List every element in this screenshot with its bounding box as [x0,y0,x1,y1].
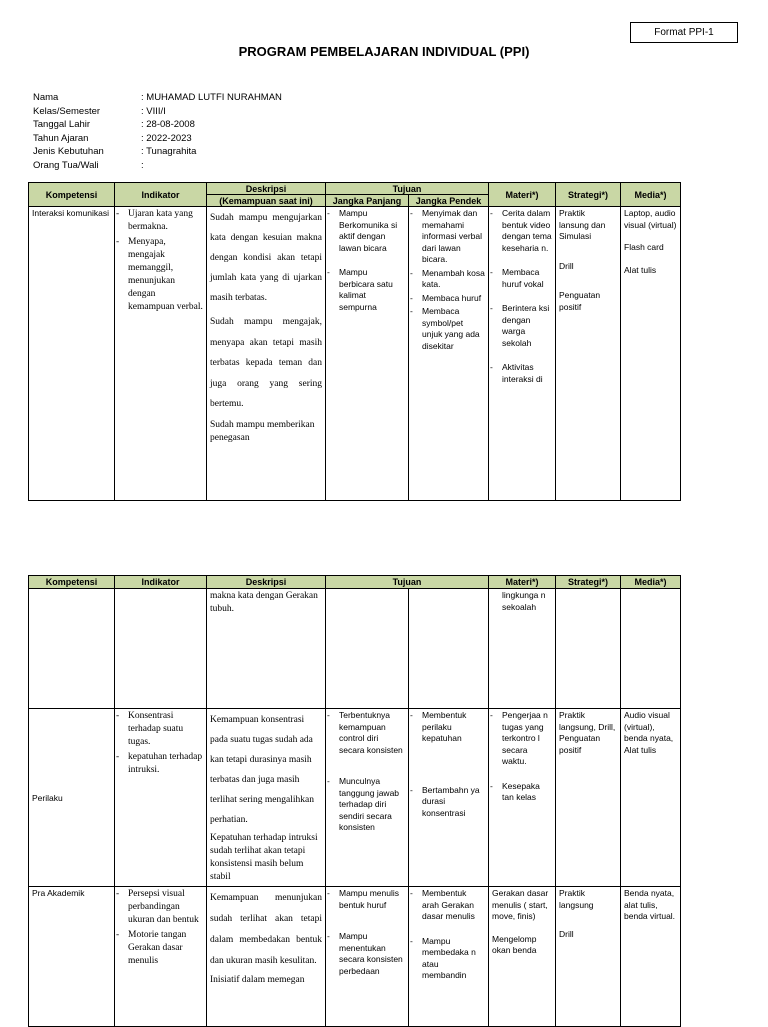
header-media: Media*) [621,576,681,589]
list-item: - Berintera ksi dengan warga sekolah [492,303,552,349]
table-row [29,207,681,501]
header-indikator: Indikator [115,183,207,207]
cell-indikator [115,709,207,887]
cell-jangka-pendek [409,709,489,887]
cell-deskripsi [207,887,326,1027]
list-item: - Ujaran kata yang bermakna. [118,208,203,234]
info-label: Jenis Kebutuhan [33,146,104,157]
cell-kompetensi [29,207,115,501]
list-item: - Konsentrasi terhadap suatu tugas. [118,710,203,749]
info-value: : Tunagrahita [141,146,197,157]
list-item: - Mampu menentukan secara konsisten perbedaan [329,931,405,977]
document-title: PROGRAM PEMBELAJARAN INDIVIDUAL (PPI) [238,44,530,59]
header-materi: Materi*) [489,576,556,589]
cell-media [621,207,681,501]
cell-kompetensi [29,709,115,887]
cell-deskripsi [207,589,326,709]
ppi-table-2 [28,575,681,1027]
list-item: - Aktivitas interaksi di [492,362,552,385]
strategi-item: Praktik lansung dan Simulasi [559,208,606,241]
cell-materi [489,589,556,709]
info-row-tahun-ajaran [33,132,282,146]
cell-strategi [556,589,621,709]
list-item: - Terbentuknya kemampuan control diri secara konsisten [329,710,405,756]
cell-materi [489,207,556,501]
strategi-item: Penguatan positif [559,290,601,312]
info-row-tanggal-lahir [33,118,282,132]
cell-strategi [556,207,621,501]
list-item: - Pengerjaa n tugas yang terkontro l secara waktu. [492,710,552,768]
media-item: Laptop, audio visual (virtual) [624,208,677,230]
header-strategi: Strategi*) [556,576,621,589]
list-item: - Motorie tangan Gerakan dasar menulis [118,929,203,968]
cell-jangka-pendek [409,887,489,1027]
cell-indikator [115,589,207,709]
list-item: - Membaca huruf [412,293,485,305]
kompetensi-text: Perilaku [32,792,63,803]
cell-kompetensi [29,887,115,1027]
list-item: - Membentuk arah Gerakan dasar menulis [412,888,485,923]
info-value: : VIII/I [141,105,166,117]
cell-jangka-pendek [409,589,489,709]
header-kompetensi: Kompetensi [29,576,115,589]
list-item: - Cerita dalam bentuk video dengan tema keseharia n. [492,208,552,254]
cell-jangka-panjang [326,709,409,887]
deskripsi-paragraph: Kemampuan konsentrasi pada suatu tugas sudah ada kan tetapi durasinya masih terbatas dan juga masih terlihat sering mengalihkan perhatian. [210,715,314,825]
list-item: - Menyapa, mengajak memanggil, menunjukan dengan kemampuan verbal. [118,236,203,314]
media-item: Flash card [624,242,664,252]
list-item: - Bertambahn ya durasi konsentrasi [412,785,485,820]
info-value: : 2022-2023 [141,132,192,144]
media-item: Audio visual (virtual), benda nyata, Alat tulis [624,710,674,755]
deskripsi-paragraph: Kepatuhan terhadap intruksi sudah terlihat akan tetapi konsistensi masih belum stabil [210,833,318,882]
info-row-nama [33,91,282,105]
header-deskripsi: Deskripsi [207,576,326,589]
table-row [29,887,681,1027]
kompetensi-text: Pra Akademik [32,888,85,898]
header-tujuan: Tujuan [326,576,489,589]
list-item: - Munculnya tanggung jawab terhadap diri sendiri secara konsisten [329,776,405,834]
kompetensi-text: Interaksi komunikasi [32,208,110,218]
header-jangka-pendek: Jangka Pendek [409,195,489,207]
info-row-jenis-kebutuhan [33,145,282,159]
info-label: Tahun Ajaran [33,132,89,144]
list-item: - Kesepaka tan kelas [492,781,552,804]
deskripsi-paragraph: Kemampuan menunjukan sudah terlihat akan tetapi dalam membedakan bentuk dan ukuran masih kesulitan. [210,893,322,966]
info-row-kelas [33,105,282,119]
strategi-item: Praktik langsung [559,888,594,910]
cell-materi [489,709,556,887]
header-deskripsi: Deskripsi [207,183,326,195]
info-value: : 28-08-2008 [141,119,195,130]
cell-media [621,709,681,887]
header-tujuan: Tujuan [326,183,489,195]
info-label: Orang Tua/Wali [33,159,99,171]
header-strategi: Strategi*) [556,183,621,207]
materi-item: Mengelomp okan benda [492,933,537,955]
header-kompetensi: Kompetensi [29,183,115,207]
header-indikator: Indikator [115,576,207,589]
table-row [29,709,681,887]
materi-item: lingkunga n sekoalah [502,590,546,612]
cell-media [621,887,681,1027]
list-item: - Menyimak dan memahami informasi verbal dari lawan bicara. [412,208,485,266]
cell-jangka-panjang [326,887,409,1027]
cell-indikator [115,887,207,1027]
info-label: Nama [33,92,59,103]
media-item: Alat tulis [624,264,657,275]
header-jangka-panjang: Jangka Panjang [326,195,409,207]
cell-indikator [115,207,207,501]
cell-kompetensi [29,589,115,709]
list-item: - Membaca huruf vokal [492,267,552,290]
info-value: : MUHAMAD LUTFI NURAHMAN [141,92,282,103]
header-materi: Materi*) [489,183,556,207]
deskripsi-paragraph: Inisiatif dalam memegan [210,975,305,985]
list-item: - Membaca symbol/pet unjuk yang ada disekitar [412,306,485,352]
cell-strategi [556,887,621,1027]
cell-jangka-panjang [326,207,409,501]
deskripsi-paragraph: Sudah mampu memberikan penegasan [210,419,315,443]
cell-jangka-panjang [326,589,409,709]
ppi-table-1 [28,182,681,501]
info-label: Kelas/Semester [33,105,101,117]
cell-materi [489,887,556,1027]
list-item: - Membentuk perilaku kepatuhan [412,710,485,745]
list-item: - Persepsi visual perbandingan ukuran dan bentuk [118,888,203,927]
list-item: - Mampu membedaka n atau membandin [412,936,485,982]
header-deskripsi-sub: (Kemampuan saat ini) [207,195,326,207]
cell-strategi [556,709,621,887]
student-info [33,91,282,172]
strategi-item: Praktik langsung, Drill, Penguatan positif [559,710,616,755]
strategi-item: Drill [559,929,574,939]
cell-deskripsi [207,709,326,887]
info-row-orang-tua [33,159,282,173]
deskripsi-paragraph: makna kata dengan Gerakan tubuh. [210,591,318,614]
list-item: - Mampu berbicara satu kalimat sempurna [329,267,405,313]
list-item: - Menambah kosa kata. [412,268,485,291]
list-item: - Mampu Berkomunika si aktif dengan lawan bicara [329,208,405,254]
info-value: : [141,159,144,171]
deskripsi-paragraph: Sudah mampu mengujarkan kata dengan kesuian makna dengan kondisi akan tetapi jumlah kata yang di ujarkan masih terbatas. [210,213,322,303]
info-label: Tanggal Lahir [33,119,91,130]
list-item: - Mampu menulis bentuk huruf [329,888,405,911]
deskripsi-paragraph: Sudah mampu mengajak, menyapa akan tetapi masih terbatas kepada teman dan juga orang yang sering bertemu. [210,317,322,409]
header-media: Media*) [621,183,681,207]
cell-deskripsi [207,207,326,501]
materi-item: Gerakan dasar menulis ( start, move, finis) [492,888,549,921]
cell-media [621,589,681,709]
list-item: - kepatuhan terhadap intruksi. [118,751,203,777]
media-item: Benda nyata, alat tulis, benda virtual. [624,888,676,921]
format-label: Format PPI-1 [630,22,738,43]
table-row [29,589,681,709]
strategi-item: Drill [559,260,574,271]
cell-jangka-pendek [409,207,489,501]
